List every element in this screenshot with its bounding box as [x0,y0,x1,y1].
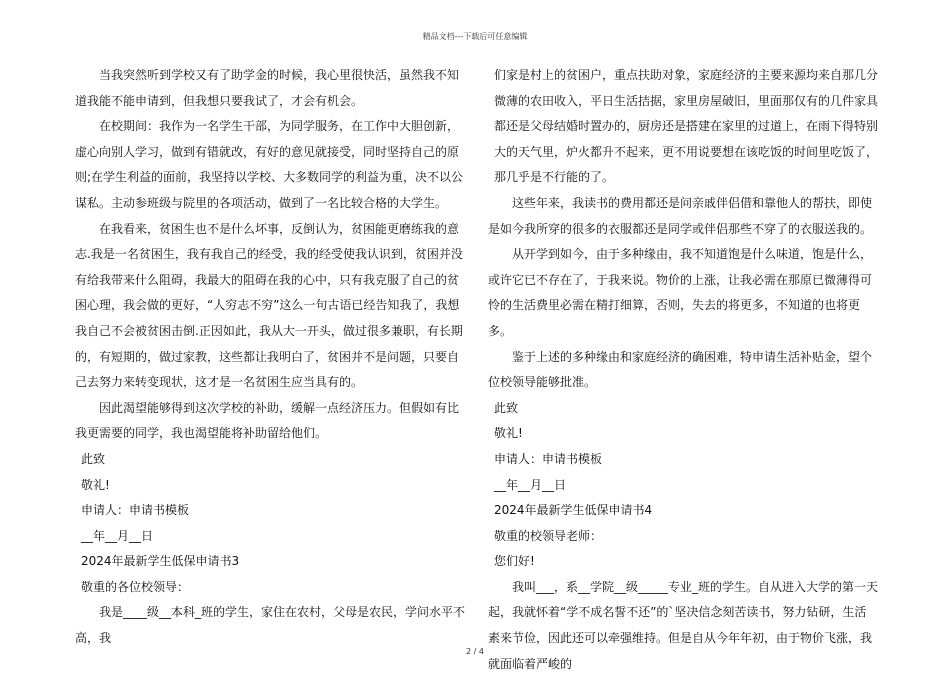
paragraph: 因此渴望能够得到这次学校的补助，缓解一点经济压力。但假如有比我更需要的同学，我也渴望能将补助留给他们。 [75,400,460,441]
paragraph: 2024年最新学生低保申请书4 [494,503,653,518]
paragraph: 敬礼! [494,426,523,441]
paragraph: 我是____级__本科_班的学生，家住在农村，父母是农民，学问水平不高，我 [75,605,466,646]
paragraph: 当我突然听到学校又有了助学金的时候，我心里很快活，虽然我不知道我能不能申请到，但我想只要我试了，才会有机会。 [75,68,460,108]
paragraph: 此致 [81,451,106,466]
paragraph: __年__月__日 [81,528,154,543]
paragraph: 您们好! [494,554,535,569]
paragraph: 此致 [494,400,519,415]
paragraph: 在我看来，贫困生也不是什么坏事，反倒认为，贫困能更磨练我的意志.我是一名贫困生，我有我自己的经受，我的经受使我认识到，贫困并没有给我带来什么阻碍，我最大的阻碍在我的心中，只有我克服了自己的贫困心理，我会做的更好，“人穷志不穷”这么一句古语已经告知我了，我想我自己不会被贫困击倒.正因如此，我从大一开头，做过很多兼职，有长期的，有短期的，做过家教，这些都让我明白了，贫困并不是问题，只要自己去努力来转变现状，这才是一名贫困生应当具有的。 [75,221,463,390]
paragraph: 这些年来，我读书的费用都还是问亲戚伴侣借和靠他人的帮扶，即使是如今我所穿的很多的衣服都还是同学或伴侣那些不穿了的衣服送我的。 [488,195,873,236]
paragraph: 2024年最新学生低保申请书3 [81,554,240,569]
paragraph: 从开学到如今，由于多种缘由，我不知道饱是什么味道，饱是什么，或许它已不存在了，于我来说。物价的上涨，让我必需在那原已微薄得可怜的生活费里必需在精打细算，否则，失去的将更多，不知道的也将更多。 [488,247,873,338]
paragraph: 在校期间：我作为一名学生干部，为同学服务，在工作中大胆创新，虚心向别人学习，做到有错就改，有好的意见就接受，同时坚持自己的原则;在学生利益的面前，我坚持以学校、大多数同学的利益为重，决不以公谋私。主动参班级与院里的各项活动，做到了一名比较合格的大学生。 [75,119,464,210]
paragraph: __年__月__日 [494,477,567,492]
right-column [488,63,878,677]
paragraph: 们家是村上的贫困户，重点扶助对象，家庭经济的主要来源均来自那几分微薄的农田收入，平日生活拮据，家里房屋破旧，里面那仅有的几件家具都还是父母结婚时置办的，厨房还是搭建在家里的过道上，在雨下得特别大的天气里，炉火都升不起来，更不用说要想在该吃饭的时间里吃饭了，那几乎是不行能的了。 [494,68,879,185]
paragraph: 申请人：申请书模板 [81,503,190,518]
paragraph: 敬礼! [81,477,110,492]
paragraph: 鉴于上述的多种缘由和家庭经济的确困难，特申请生活补贴金，望个位校领导能够批准。 [488,349,873,390]
page-number: 2 / 4 [466,647,484,656]
paragraph: 敬重的校领导老师： [494,528,603,543]
page-header: 精品文档---下载后可任意编辑 [422,32,528,41]
paragraph: 敬重的各位校领导： [81,579,190,594]
paragraph: 申请人：申请书模板 [494,451,603,466]
left-column [75,63,465,652]
paragraph: 我叫___，系__学院__级_____专业_班的学生。自从进入大学的第一天起，我就怀着“学不成名誓不还”的`坚决信念刻苦读书，努力钻研，生活素来节俭，因此还可以牵强维持。但是自从今年年初，由于物价飞涨，我就面临着严峻的 [488,579,879,671]
